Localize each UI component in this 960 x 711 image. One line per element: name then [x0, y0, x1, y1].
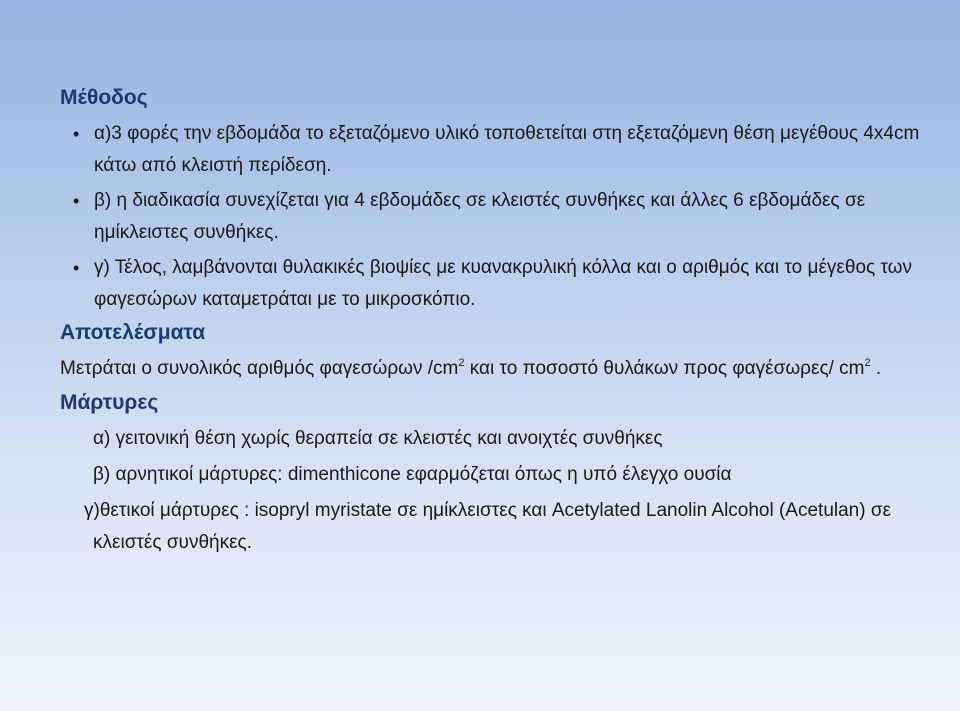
bullet-icon: • [73, 258, 80, 278]
method-list [60, 118, 920, 316]
bullet-icon: • [73, 124, 80, 144]
method-item-text: β) η διαδικασία συνεχίζεται για 4 εβδομάδες σε κλειστές συνθήκες και άλλες 6 εβδομάδες σε ημίκλειστες συνθήκες. [94, 190, 866, 243]
slide-content [60, 84, 920, 559]
controls-heading: Μάρτυρες [60, 391, 159, 414]
control-item: β) αρνητικοί μάρτυρες: dimenthicone εφαρμόζεται όπως η υπό έλεγχο ουσία [93, 464, 732, 485]
method-heading: Μέθοδος [60, 86, 148, 109]
control-item: γ)θετικοί μάρτυρες : isopryl myristate σε ημίκλειστες και Acetylated Lanolin Alcohol (Acetulan) σε κλειστές συνθήκες. [84, 500, 892, 553]
list-item [60, 252, 920, 316]
control-item: α) γειτονική θέση χωρίς θεραπεία σε κλειστές και ανοιχτές συνθήκες [93, 428, 663, 449]
list-item [60, 185, 920, 249]
list-item [60, 118, 920, 182]
results-text: Μετράται ο συνολικός αριθμός φαγεσώρων $/cm^2$ και το ποσοστό θυλάκων προς φαγέσωρες/ $cm^2$ . [60, 357, 882, 379]
bullet-icon: • [73, 191, 80, 211]
method-item-text: α)3 φορές την εβδομάδα το εξεταζόμενο υλικό τοποθετείται στη εξεταζόμενη θέση μεγέθους 4x4cm κάτω από κλειστή περίδεση. [94, 123, 920, 176]
method-item-text: γ) Τέλος, λαμβάνονται θυλακικές βιοψίες με κυανακρυλική κόλλα και ο αριθμός και το μέγεθος των φαγεσώρων καταμετράται με το μικροσκόπιο. [94, 257, 913, 310]
results-heading: Αποτελέσματα [60, 321, 206, 344]
